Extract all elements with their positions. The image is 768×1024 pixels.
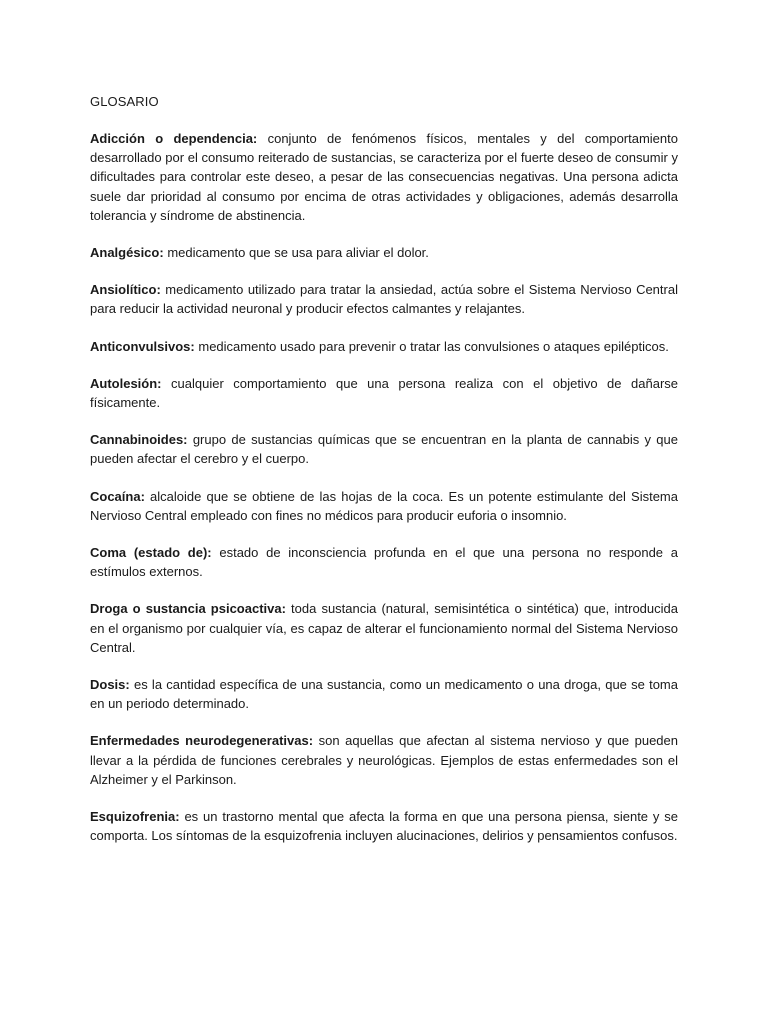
document-page: [90, 92, 678, 863]
glossary-term: Cannabinoides:: [90, 432, 188, 448]
glossary-entry-dosis: [90, 675, 678, 713]
glossary-entry-adiccion: [90, 129, 678, 225]
glossary-term: Esquizofrenia:: [90, 809, 180, 825]
glossary-definition: son aquellas que afectan al sistema nervioso y que pueden llevar a la pérdida de funciones cerebrales y neurológicas. Ejemplos de estas enfermedades son el Alzheimer y el Parkinson.: [90, 733, 678, 787]
glossary-term: Ansiolítico:: [90, 282, 161, 298]
glossary-definition: es la cantidad específica de una sustancia, como un medicamento o una droga, que se toma en un periodo determinado.: [90, 677, 678, 712]
glossary-entry-esquizofrenia: [90, 807, 678, 845]
glossary-term: Dosis:: [90, 677, 130, 693]
glossary-entry-coma: [90, 543, 678, 581]
glossary-term: Enfermedades neurodegenerativas:: [90, 733, 314, 749]
glossary-definition: medicamento utilizado para tratar la ansiedad, actúa sobre el Sistema Nervioso Central para reducir la actividad neuronal y producir efectos calmantes y relajantes.: [90, 282, 678, 317]
glossary-entry-ansiolitico: [90, 280, 678, 318]
glossary-term: Adicción o dependencia:: [90, 131, 258, 146]
glossary-term: Anticonvulsivos:: [90, 338, 195, 354]
document-title: GLOSARIO: [90, 94, 159, 109]
glossary-definition: medicamento que se usa para aliviar el dolor.: [167, 245, 429, 261]
glossary-entry-cannabinoides: [90, 430, 678, 468]
glossary-definition: es un trastorno mental que afecta la forma en que una persona piensa, siente y se comporta. Los síntomas de la esquizofrenia incluyen alucinaciones, delirios y pensamientos confusos.: [90, 809, 678, 844]
glossary-entry-cocaina: [90, 487, 678, 525]
glossary-entry-analgesico: [90, 243, 678, 262]
glossary-entry-anticonvulsivos: [90, 337, 678, 356]
glossary-definition: estado de inconsciencia profunda en el que una persona no responde a estímulos externos.: [90, 545, 678, 580]
glossary-entry-enfermedades: [90, 731, 678, 789]
glossary-definition: toda sustancia (natural, semisintética o sintética) que, introducida en el organismo por cualquier vía, es capaz de alterar el funcionamiento normal del Sistema Nervioso Central.: [90, 601, 678, 655]
glossary-term: Analgésico:: [90, 245, 164, 261]
glossary-definition: medicamento usado para prevenir o tratar las convulsiones o ataques epilépticos.: [198, 338, 669, 354]
glossary-entry-droga: [90, 599, 678, 657]
glossary-term: Autolesión:: [90, 375, 162, 391]
glossary-term: Cocaína:: [90, 488, 145, 504]
glossary-definition: grupo de sustancias químicas que se encuentran en la planta de cannabis y que pueden afectar el cerebro y el cuerpo.: [90, 432, 678, 467]
glossary-definition: alcaloide que se obtiene de las hojas de la coca. Es un potente estimulante del Sistema Nervioso Central empleado con fines no médicos para producir euforia o insomnio.: [90, 488, 678, 523]
glossary-term: Coma (estado de):: [90, 545, 212, 561]
glossary-definition: cualquier comportamiento que una persona realiza con el objetivo de dañarse físicamente.: [90, 375, 678, 411]
glossary-entry-autolesion: [90, 374, 678, 412]
glossary-definition: conjunto de fenómenos físicos, mentales y del comportamiento desarrollado por el consumo reiterado de sustancias, se caracteriza por el fuerte deseo de consumir y dificultades para controlar este deseo, a pesar de las consecuencias negativas. Una persona adicta suele dar prioridad al consumo por encima de otras actividades y obligaciones, además desarrolla tolerancia y síndrome de abstinencia.: [90, 131, 678, 223]
glossary-term: Droga o sustancia psicoactiva:: [90, 601, 286, 617]
